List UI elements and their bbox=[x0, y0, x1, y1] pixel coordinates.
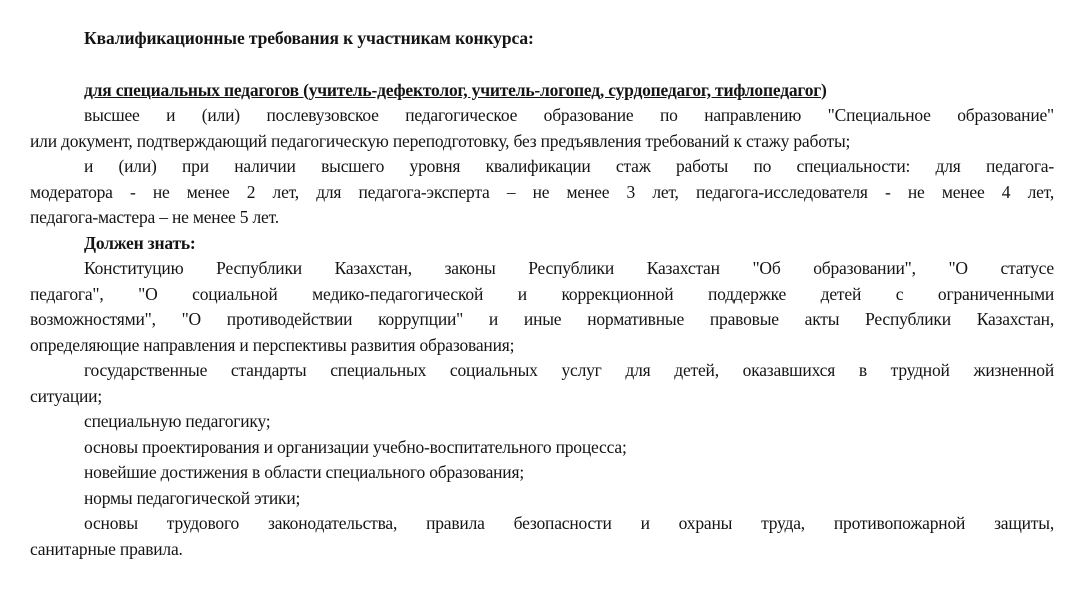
paragraph-line: Конституцию Республики Казахстан, законы Республики Казахстан "Об образовании", "О статусе bbox=[84, 258, 1054, 278]
paragraph-line: модератора - не менее 2 лет, для педагога-эксперта – не менее 3 лет, педагога-исследователя - не менее 4 лет, bbox=[30, 181, 1054, 202]
paragraph-line: основы трудового законодательства, правила безопасности и охраны труда, противопожарной защиты, bbox=[84, 513, 1054, 533]
paragraph-line: ситуации; bbox=[30, 385, 102, 406]
laws-paragraph bbox=[30, 256, 1054, 358]
must-know-heading: Должен знать: bbox=[84, 232, 196, 253]
paragraph-line: и (или) при наличии высшего уровня квалификации стаж работы по специальности: для педагога- bbox=[84, 156, 1054, 176]
paragraph-line: педагога-мастера – не менее 5 лет. bbox=[30, 207, 279, 227]
education-requirement-paragraph bbox=[30, 103, 1054, 154]
paragraph-line: определяющие направления и перспективы развития образования; bbox=[30, 334, 515, 355]
list-item-special-pedagogy: специальную педагогику; bbox=[84, 411, 271, 431]
labor-law-paragraph bbox=[30, 511, 1054, 562]
list-item-ethics: нормы педагогической этики; bbox=[84, 487, 301, 508]
paragraph-line: или документ, подтверждающий педагогическую переподготовку, без предъявления требований к стажу работы; bbox=[30, 130, 851, 151]
paragraph-line: возможностями", "О противодействии коррупции" и иные нормативные правовые акты Республики Казахстан, bbox=[30, 309, 1054, 329]
document-title: Квалификационные требования к участникам конкурса: bbox=[84, 28, 534, 48]
document-body bbox=[30, 26, 1054, 562]
paragraph-line: санитарные правила. bbox=[30, 538, 183, 559]
target-group-heading: для специальных педагогов (учитель-дефектолог, учитель-логопед, сурдопедагог, тифлопедагог) bbox=[84, 79, 827, 100]
experience-requirement-paragraph bbox=[30, 154, 1054, 231]
list-item-process-design: основы проектирования и организации учебно-воспитательного процесса; bbox=[84, 436, 627, 457]
paragraph-line: педагога", "О социальной медико-педагогической и коррекционной поддержке детей с ограниченными bbox=[30, 283, 1054, 304]
standards-paragraph bbox=[30, 358, 1054, 409]
paragraph-line: высшее и (или) послевузовское педагогическое образование по направлению "Специальное образование" bbox=[84, 105, 1054, 125]
paragraph-line: государственные стандарты специальных социальных услуг для детей, оказавшихся в трудной жизненной bbox=[84, 360, 1054, 380]
list-item-achievements: новейшие достижения в области специального образования; bbox=[84, 462, 524, 482]
